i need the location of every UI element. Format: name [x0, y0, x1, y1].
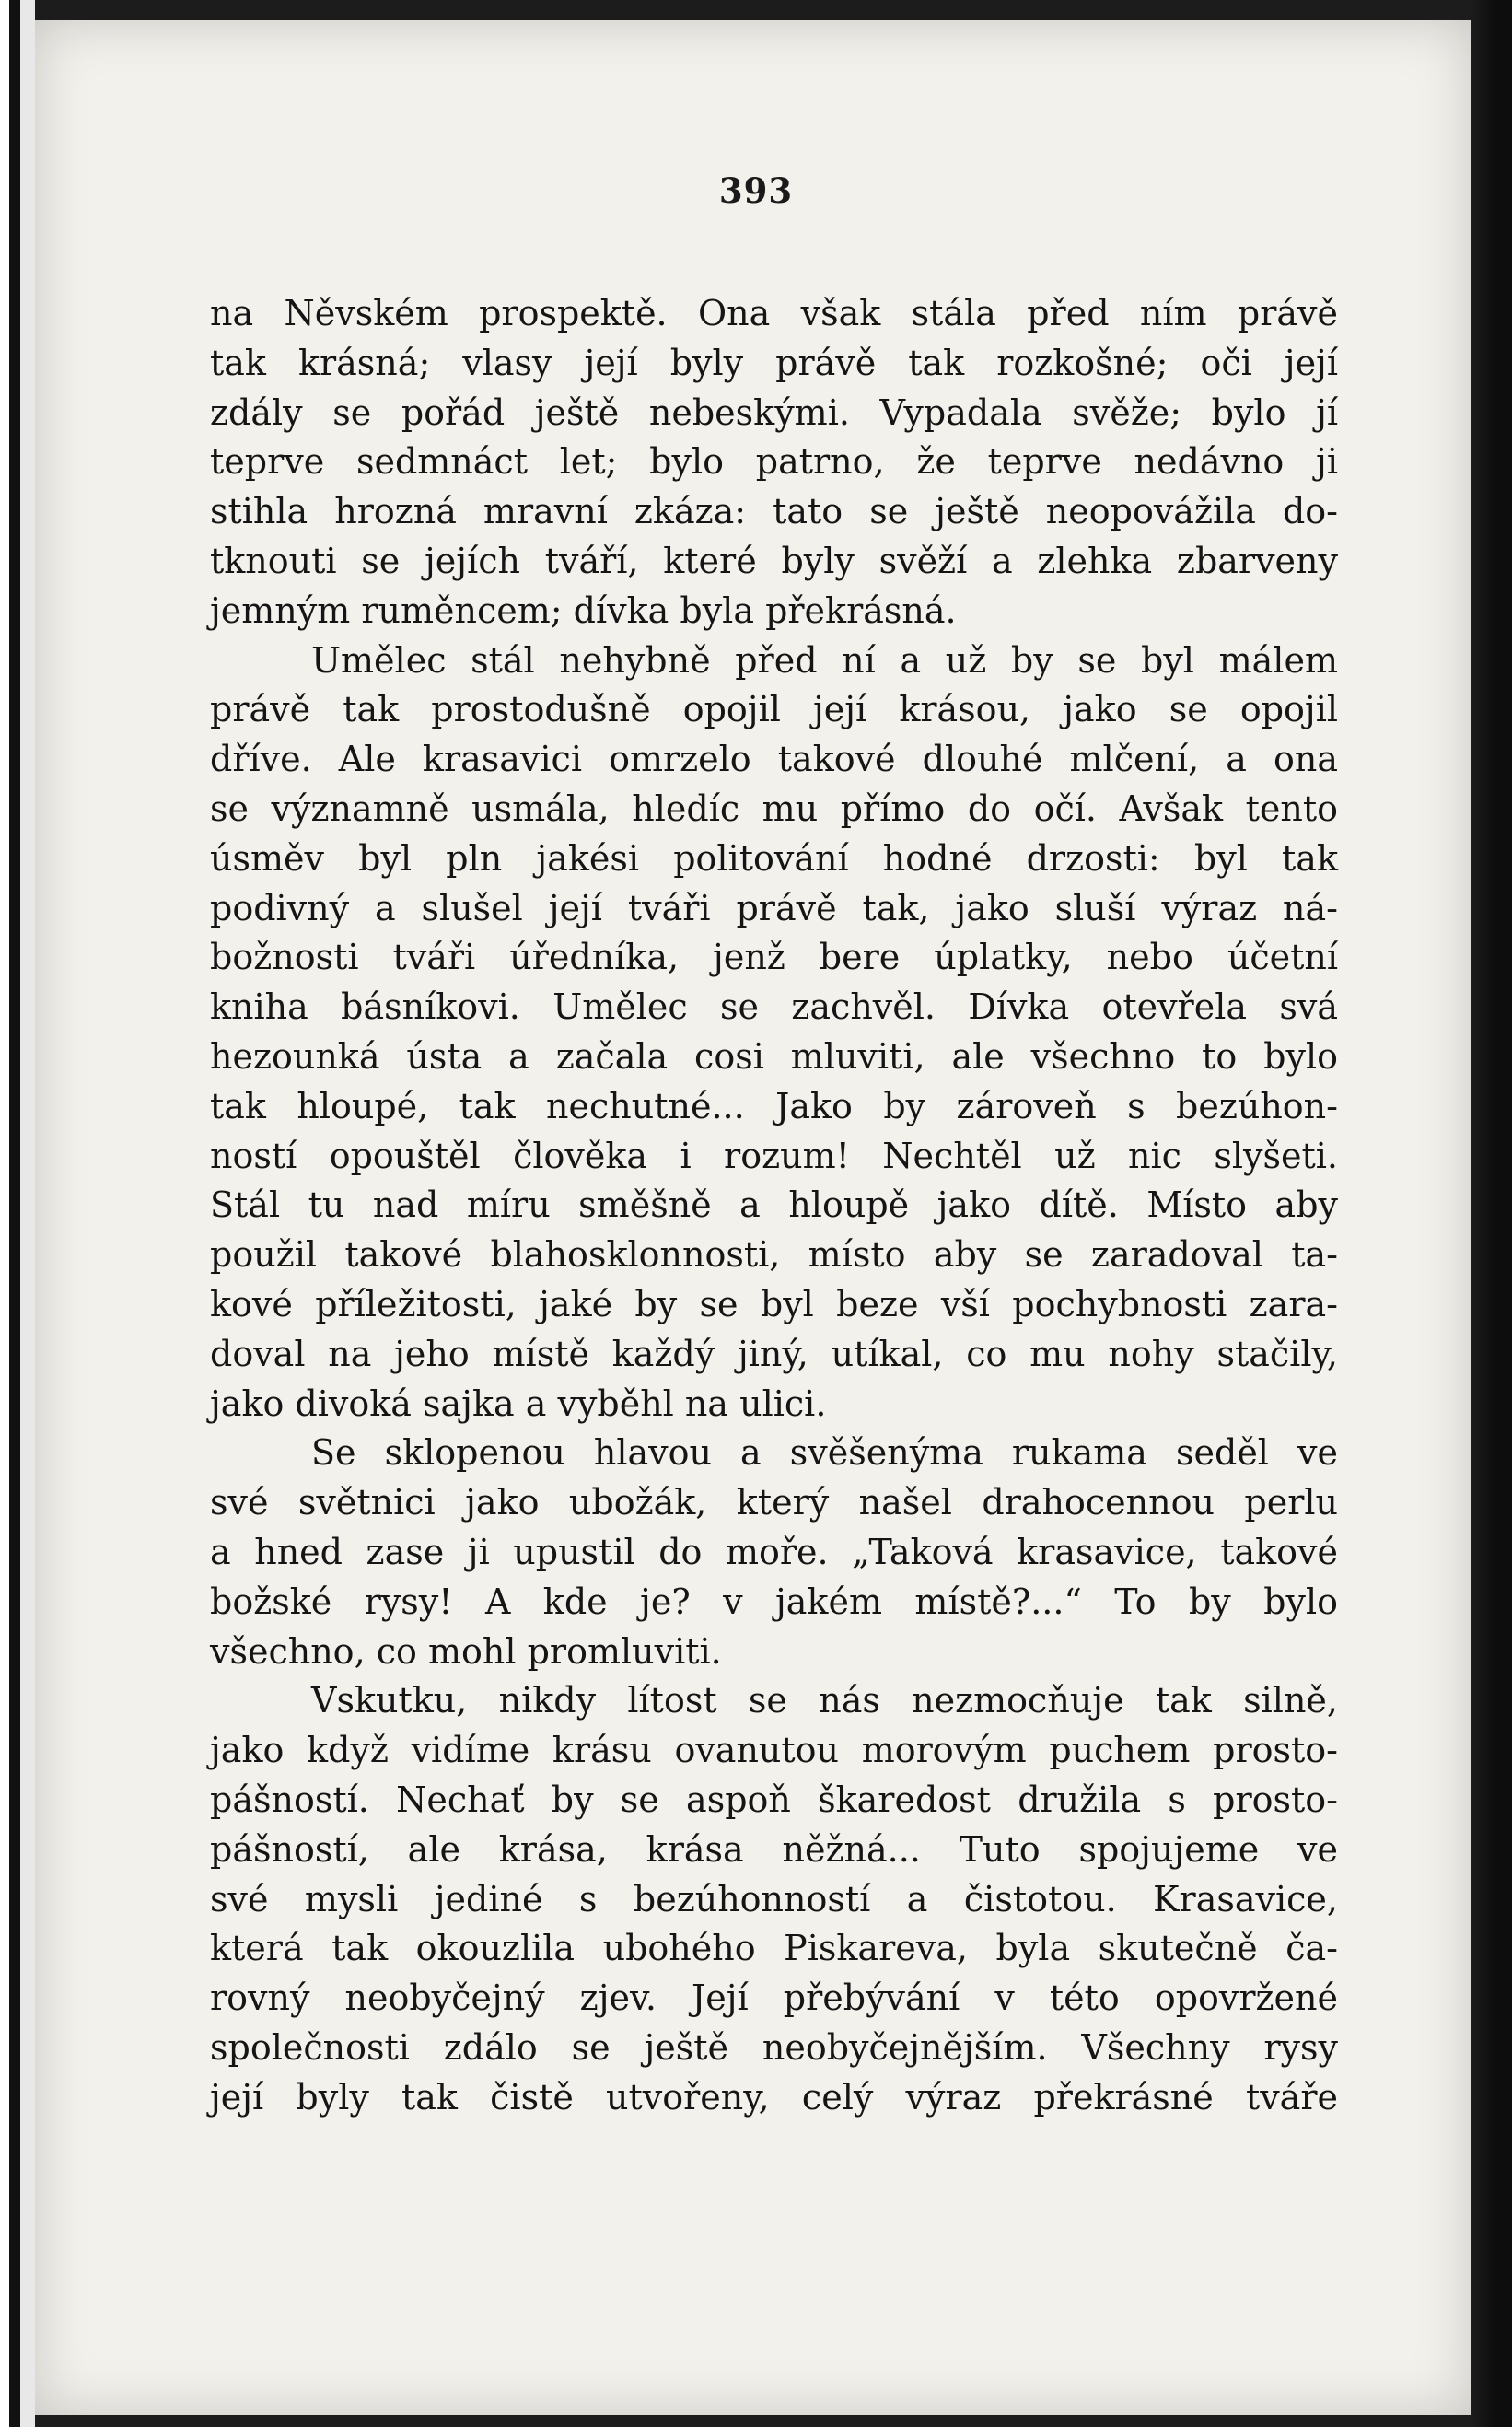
- text-line: která tak okouzlila ubohého Piskareva, byla skutečně ča-: [210, 1928, 1338, 1969]
- text-line: kové příležitosti, jaké by se byl beze vší pochybnosti zara-: [210, 1283, 1338, 1324]
- text-line: stihla hrozná mravní zkáza: tato se ještě neopovážila do-: [210, 491, 1338, 532]
- text-line: božnosti tváři úředníka, jenž bere úplatky, nebo účetní: [210, 937, 1338, 978]
- text-line: rovný neobyčejný zjev. Její přebývání v této opovržené: [210, 1978, 1338, 2019]
- text-line: na Něvském prospektě. Ona však stála před ním právě: [210, 293, 1338, 333]
- text-line: tak krásná; vlasy její byly právě tak rozkošné; oči její: [210, 342, 1338, 383]
- text-line: hezounká ústa a začala cosi mluviti, ale všechno to bylo: [210, 1035, 1338, 1077]
- text-line: kniha básníkovi. Umělec se zachvěl. Dívka otevřela svá: [210, 986, 1338, 1028]
- text-line: společnosti zdálo se ještě neobyčejnějším. Všechny rysy: [210, 2026, 1338, 2068]
- text-line: Stál tu nad míru směšně a hloupě jako dítě. Místo aby: [210, 1184, 1338, 1226]
- body-text: [210, 289, 1338, 2122]
- text-line: všechno, co mohl promluviti.: [210, 1630, 722, 1672]
- text-line: dříve. Ale krasavici omrzelo takové dlouhé mlčení, a ona: [210, 739, 1338, 780]
- text-line: se významně usmála, hledíc mu přímo do očí. Avšak tento: [210, 788, 1338, 829]
- text-line: jako když vidíme krásu ovanutou morovým puchem prosto-: [210, 1730, 1338, 1771]
- text-line: pášností, ale krása, krása něžná... Tuto spojujeme ve: [210, 1828, 1338, 1870]
- page-number: 393: [718, 170, 794, 211]
- text-line: Se sklopenou hlavou a svěšenýma rukama seděl ve: [311, 1432, 1338, 1474]
- text-line: tak hloupé, tak nechutné... Jako by zároveň s bezúhon-: [210, 1085, 1338, 1126]
- text-line: své světnici jako ubožák, který našel drahocennou perlu: [210, 1482, 1338, 1523]
- text-line: podivný a slušel její tváři právě tak, jako sluší výraz ná-: [210, 887, 1338, 928]
- text-line: pášností. Nechať by se aspoň škaredost družila s prosto-: [210, 1779, 1338, 1820]
- text-line: Vskutku, nikdy lítost se nás nezmocňuje tak silně,: [311, 1680, 1338, 1721]
- text-line: doval na jeho místě každý jiný, utíkal, co mu nohy stačily,: [210, 1333, 1338, 1374]
- text-line: své mysli jediné s bezúhonností a čistotou. Krasavice,: [210, 1878, 1338, 1919]
- text-line: její byly tak čistě utvořeny, celý výraz překrásné tváře: [210, 2076, 1338, 2118]
- text-line: úsměv byl pln jakési politování hodné drzosti: byl tak: [210, 837, 1338, 879]
- text-line: božské rysy! A kde je? v jakém místě?...“ To by bylo: [210, 1581, 1338, 1622]
- text-line: právě tak prostodušně opojil její krásou, jako se opojil: [210, 689, 1338, 730]
- scan-right-edge-shadow: [1471, 0, 1512, 2427]
- text-line: jako divoká sajka a vyběhl na ulici.: [210, 1383, 827, 1424]
- text-line: tknouti se jejích tváří, které byly svěží a zlehka zbarveny: [210, 540, 1338, 581]
- text-line: teprve sedmnáct let; bylo patrno, že teprve nedávno ji: [210, 441, 1338, 483]
- text-line: a hned zase ji upustil do moře. „Taková krasavice, takové: [210, 1531, 1338, 1572]
- text-line: Umělec stál nehybně před ní a už by se byl málem: [311, 639, 1338, 681]
- text-line: zdály se pořád ještě nebeskými. Vypadala svěže; bylo jí: [210, 391, 1338, 433]
- text-line: použil takové blahosklonnosti, místo aby se zaradoval ta-: [210, 1234, 1338, 1276]
- text-line: ností opouštěl člověka i rozum! Nechtěl už nic slyšeti.: [210, 1135, 1338, 1176]
- scan-left-edge: [0, 0, 35, 2427]
- text-line: jemným ruměncem; dívka byla překrásná.: [210, 589, 957, 631]
